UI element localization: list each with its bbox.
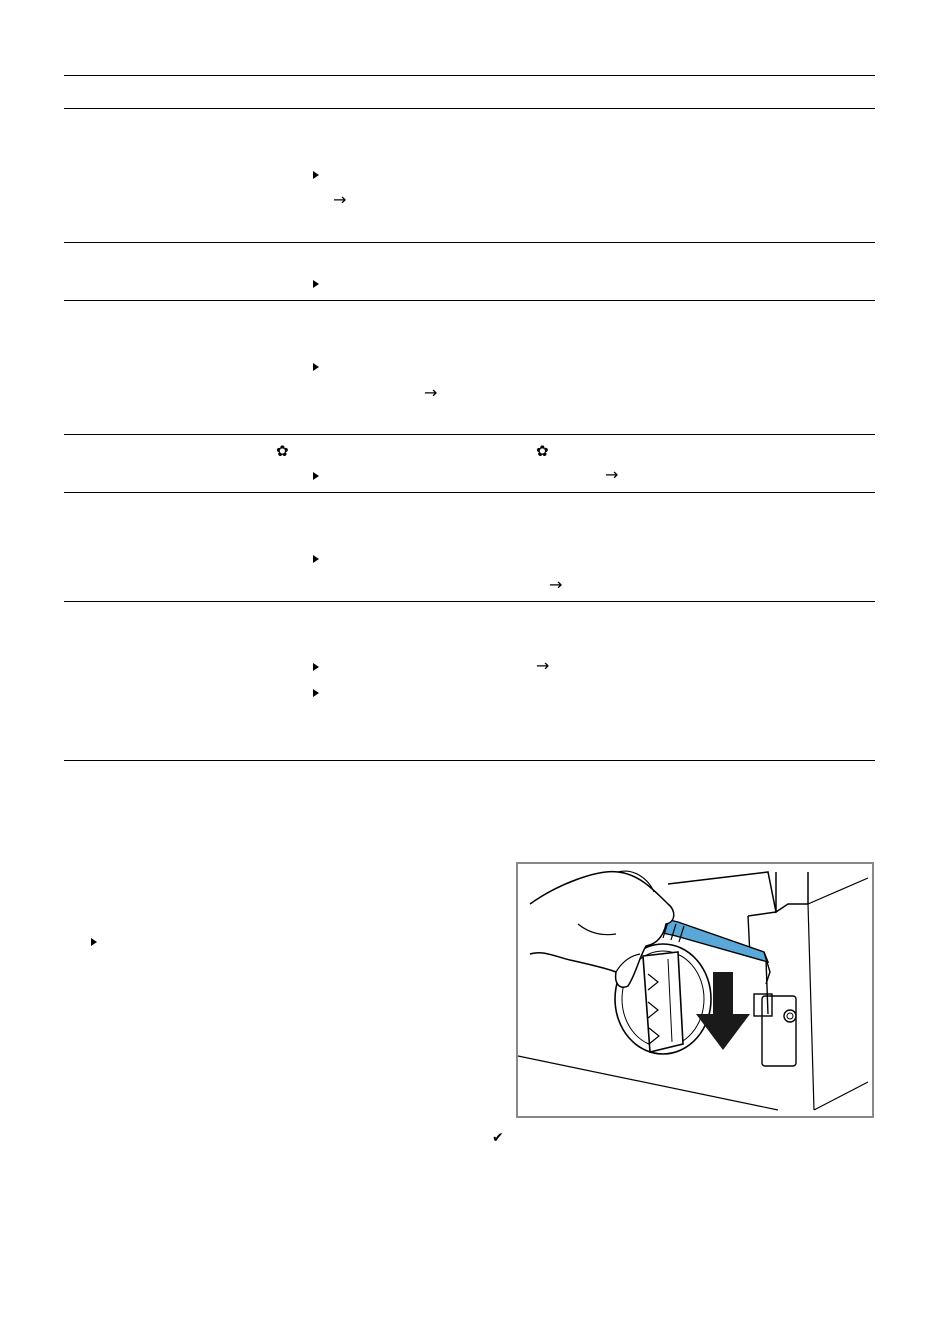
- row-divider: [64, 601, 875, 602]
- fan-icon: ✿: [536, 442, 549, 460]
- table-top-rule: [64, 75, 875, 76]
- bullet-icon: [313, 663, 319, 671]
- fan-icon: ✿: [276, 442, 289, 460]
- row-divider: [64, 242, 875, 243]
- bullet-icon: [91, 938, 97, 946]
- table-header-rule: [64, 108, 875, 109]
- arrow-right-icon: →: [536, 656, 550, 675]
- arrow-right-icon: →: [424, 383, 438, 402]
- row-divider: [64, 300, 875, 301]
- bullet-icon: [313, 472, 319, 480]
- arrow-right-icon: →: [605, 465, 619, 484]
- bullet-icon: [313, 689, 319, 697]
- table-bottom-rule: [64, 760, 875, 761]
- arrow-right-icon: →: [549, 575, 563, 594]
- row-divider: [64, 434, 875, 435]
- bullet-icon: [313, 171, 319, 179]
- arrow-right-icon: →: [333, 190, 347, 209]
- pump-filter-drawing: [518, 864, 872, 1116]
- check-icon: ✔: [492, 1130, 504, 1146]
- bullet-icon: [313, 280, 319, 288]
- pump-filter-illustration: [516, 862, 874, 1118]
- bullet-icon: [313, 363, 319, 371]
- bullet-icon: [313, 555, 319, 563]
- row-divider: [64, 492, 875, 493]
